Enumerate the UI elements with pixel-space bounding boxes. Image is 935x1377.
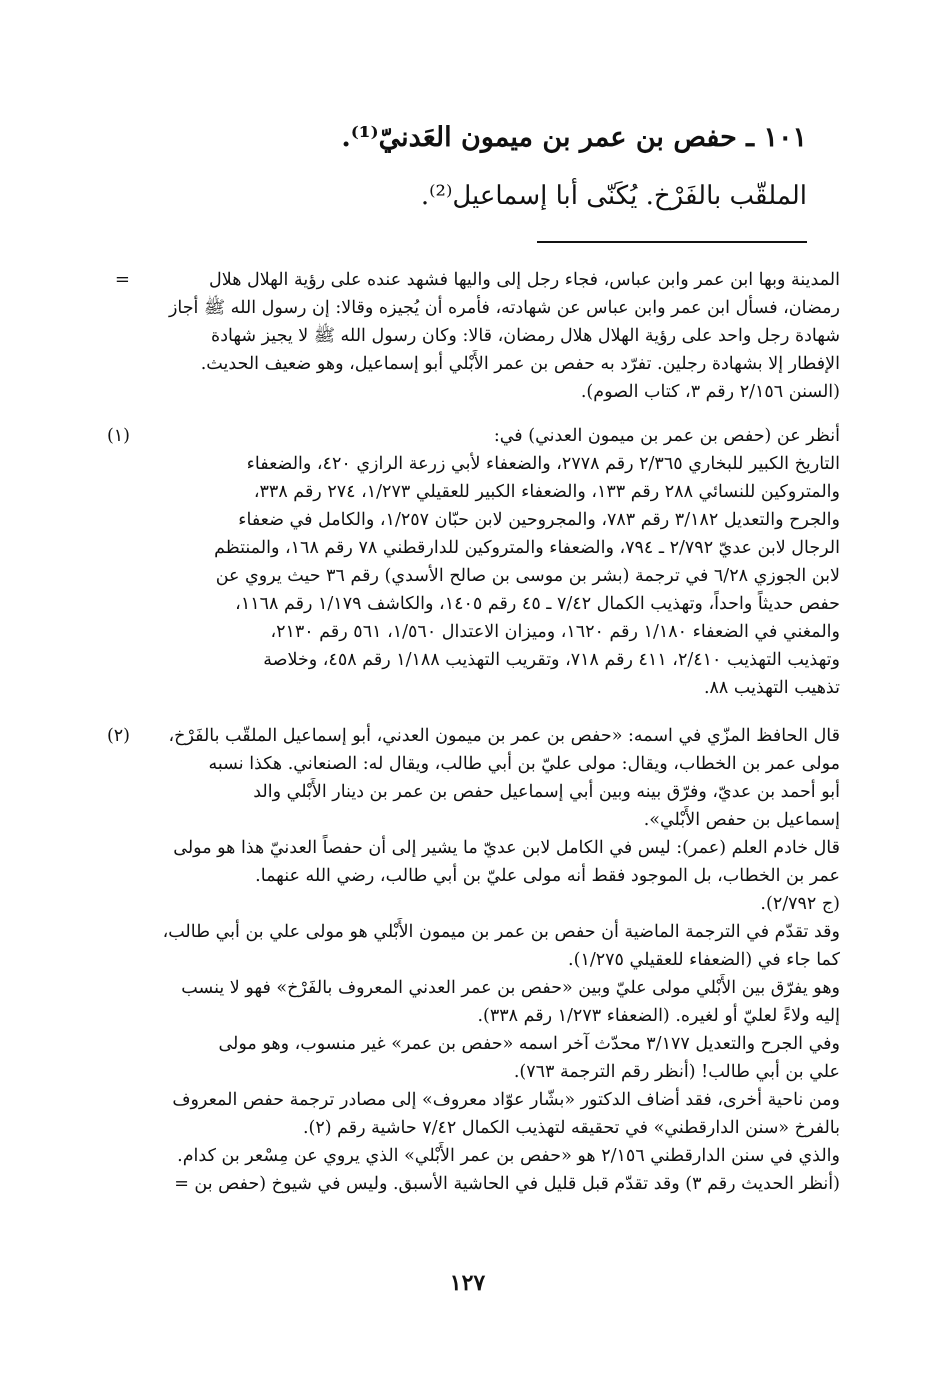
footnote-line: والذي في سنن الدارقطني ٢/١٥٦ هو «حفص بن عمر الأَبْلي» الذي يروي عن مِسْعر بن كدام.: [177, 1146, 840, 1166]
footnote-line: والمغني في الضعفاء ١/١٨٠ رقم ١٦٢٠، وميزان الاعتدال ١/٥٦٠، ٥٦١ رقم ٢١٣٠،: [270, 622, 840, 642]
footnote-line: شهادة رجل واحد على رؤية الهلال هلال رمضان، قالا: وكان رسول الله ﷺ لا يجيز شهادة: [211, 326, 840, 346]
footnote-line: تذهيب التهذيب ٨٨.: [703, 678, 840, 698]
footnote-line: قال خادم العلم (عمر): ليس في الكامل لابن عديّ ما يشير إلى أن حفصاً العدنيّ هذا هو مولى: [173, 838, 840, 858]
continuation-marker: =: [114, 269, 130, 290]
footnote-line: التاريخ الكبير للبخاري ٢/٣٦٥ رقم ٢٧٧٨، والضعفاء لأبي زرعة الرازي ٤٢٠، والضعفاء: [246, 454, 840, 474]
footnote-line: مولى عمر بن الخطاب، ويقال: مولى عليّ بن أبي طالب، ويقال له: الصنعاني. هكذا نسبه: [208, 754, 840, 774]
footnote-line: والجرح والتعديل ٣/١٨٢ رقم ٧٨٣، والمجروحين لابن حبّان ١/٢٥٧، والكامل في ضعفاء: [238, 510, 840, 530]
footnote-line: وفي الجرح والتعديل ٣/١٧٧ محدّث آخر اسمه «حفص بن عمر» غير منسوب، وهو مولى: [218, 1034, 840, 1054]
footnote-2: [110, 722, 840, 1198]
entry-heading: ١٠١ ـ حفص بن عمر بن ميمون العَدنيّ⁽¹⁾.: [341, 122, 807, 153]
footnote-line: والمتروكين للنسائي ٢٨٨ رقم ١٣٣، والضعفاء الكبير للعقيلي ١/٢٧٣، ٢٧٤ رقم ٣٣٨،: [253, 482, 840, 502]
footnote-line: الرجال لابن عديّ ٢/٧٩٢ ـ ٧٩٤، والضعفاء والمتروكين للدارقطني ٧٨ رقم ١٦٨، والمنتظم: [214, 538, 840, 558]
footnote-number: (٢): [106, 726, 130, 746]
footnote-line: رمضان، فسأل ابن عمر وابن عباس عن شهادته، فأمره أن يُجيزه وقالا: إن رسول الله ﷺ أجاز: [168, 298, 840, 318]
footnote-line: وتهذيب التهذيب ٢/٤١٠، ٤١١ رقم ٧١٨، وتقريب التهذيب ١/١٨٨ رقم ٤٥٨، وخلاصة: [263, 650, 840, 670]
footnote-line: أبو أحمد بن عديّ، وفرّق بينه وبين أبي إسماعيل حفص بن عمر بن دينار الأَبْلي والد: [253, 782, 840, 802]
continuation-footnote: [110, 266, 840, 406]
footnote-line: وهو يفرّق بين الأَبْلي مولى عليّ وبين «حفص بن عمر العدني المعروف بالفَرْخ» فهو لا ينسب: [181, 978, 840, 998]
footnote-line: (أنظر الحديث رقم ٣) وقد تقدّم قبل قليل في الحاشية الأسبق. وليس في شيوخ (حفص بن =: [174, 1174, 840, 1194]
footnote-number: (١): [106, 426, 130, 446]
footnote-line: (ج ٢/٧٩٢).: [760, 894, 840, 914]
footnote-line: بالفرخ «سنن الدارقطني» في تحقيقه لتهذيب الكمال ٧/٤٢ حاشية رقم (٢).: [302, 1118, 840, 1138]
footnote-separator: [537, 241, 807, 243]
footnote-line: (السنن ٢/١٥٦ رقم ٣، كتاب الصوم).: [580, 382, 840, 402]
footnote-line: لابن الجوزي ٦/٢٨ في ترجمة (بشر بن موسى بن صالح الأسدي) رقم ٣٦ حيث يروي عن: [215, 566, 840, 586]
footnote-line: حفص حديثاً واحداً، وتهذيب الكمال ٧/٤٢ ـ ٤٥ رقم ١٤٠٥، والكاشف ١/١٧٩ رقم ١١٦٨،: [235, 594, 840, 614]
entry-subheading: الملقّب بالفَرْخ. يُكَنّى أبا إسماعيل⁽²⁾.: [420, 181, 807, 211]
footnote-line: وقد تقدّم في الترجمة الماضية أن حفص بن عمر بن ميمون الأَبْلي هو مولى علي بن أبي طالب،: [162, 922, 840, 942]
footnote-line: قال الحافظ المزّي في اسمه: «حفص بن عمر بن ميمون العدني، أبو إسماعيل الملقّب بالفَرْخ،: [168, 726, 840, 746]
footnote-line: إسماعيل بن حفص الأَبْلي».: [643, 810, 840, 830]
footnote-line: عمر بن الخطاب، بل الموجود فقط أنه مولى عليّ بن أبي طالب، رضي الله عنهما.: [255, 866, 840, 886]
footnote-line: إليه ولاءً لعليّ أو لغيره. (الضعفاء ١/٢٧٣ رقم ٣٣٨).: [477, 1006, 840, 1026]
footnote-line: كما جاء في (الضعفاء للعقيلي ١/٢٧٥).: [568, 950, 840, 970]
page-number: ١٢٧: [449, 1270, 486, 1296]
footnote-1: [110, 422, 840, 702]
footnote-line: علي بن أبي طالب! (أنظر رقم الترجمة ٧٦٣).: [513, 1062, 840, 1082]
footnote-line: الإفطار إلا بشهادة رجلين. تفرّد به حفص بن عمر الأَبْلي أبو إسماعيل، وهو ضعيف الحديث.: [200, 354, 840, 374]
footnote-line: المدينة وبها ابن عمر وابن عباس، فجاء رجل إلى واليها فشهد عنده على رؤية الهلال هلال: [209, 270, 840, 290]
footnote-line: ومن ناحية أخرى، فقد أضاف الدكتور «بشّار عوّاد معروف» إلى مصادر ترجمة حفص المعروف: [172, 1090, 840, 1110]
footnote-line: أنظر عن (حفص بن عمر بن ميمون العدني) في:: [493, 426, 840, 446]
